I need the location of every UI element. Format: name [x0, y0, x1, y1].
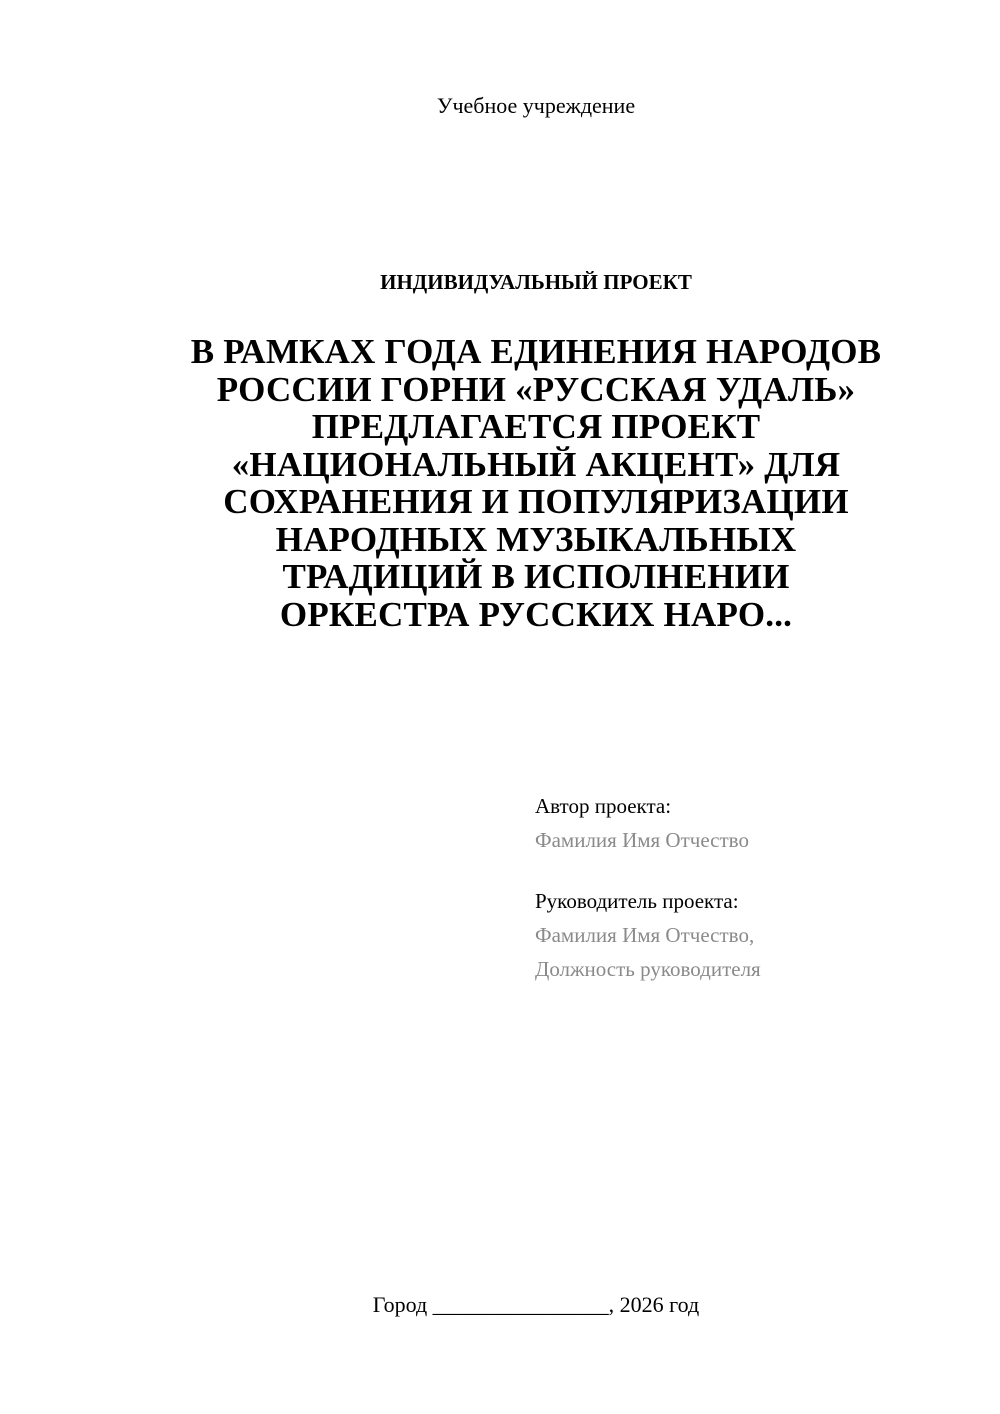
project-title-line: СОХРАНЕНИЯ И ПОПУЛЯРИЗАЦИИ — [223, 482, 849, 521]
credits-block — [535, 789, 975, 986]
city-year-line: Город ________________, 2026 год — [372, 1292, 700, 1317]
project-title-line: ТРАДИЦИЙ В ИСПОЛНЕНИИ — [282, 557, 790, 596]
document-type-label: ИНДИВИДУАЛЬНЫЙ ПРОЕКТ — [380, 270, 692, 294]
institution-name: Учебное учреждение — [436, 93, 636, 118]
supervisor-position: Должность руководителя — [535, 957, 761, 981]
credits-spacer — [535, 857, 975, 884]
project-title-line: В РАМКАХ ГОДА ЕДИНЕНИЯ НАРОДОВ — [190, 332, 882, 371]
project-title-line: ПРЕДЛАГАЕТСЯ ПРОЕКТ — [311, 407, 761, 446]
supervisor-name: Фамилия Имя Отчество, — [535, 923, 755, 947]
project-title-line: ОРКЕСТРА РУССКИХ НАРО... — [279, 594, 793, 634]
project-title-line: РОССИИ ГОРНИ «РУССКАЯ УДАЛЬ» — [216, 369, 856, 409]
author-label: Автор проекта: — [535, 794, 672, 818]
project-title-line: НАРОДНЫХ МУЗЫКАЛЬНЫХ — [275, 519, 797, 559]
project-title-line: «НАЦИОНАЛЬНЫЙ АКЦЕНТ» ДЛЯ — [231, 444, 841, 484]
project-title — [140, 333, 932, 633]
author-name: Фамилия Имя Отчество — [535, 828, 749, 852]
supervisor-label: Руководитель проекта: — [535, 889, 739, 913]
